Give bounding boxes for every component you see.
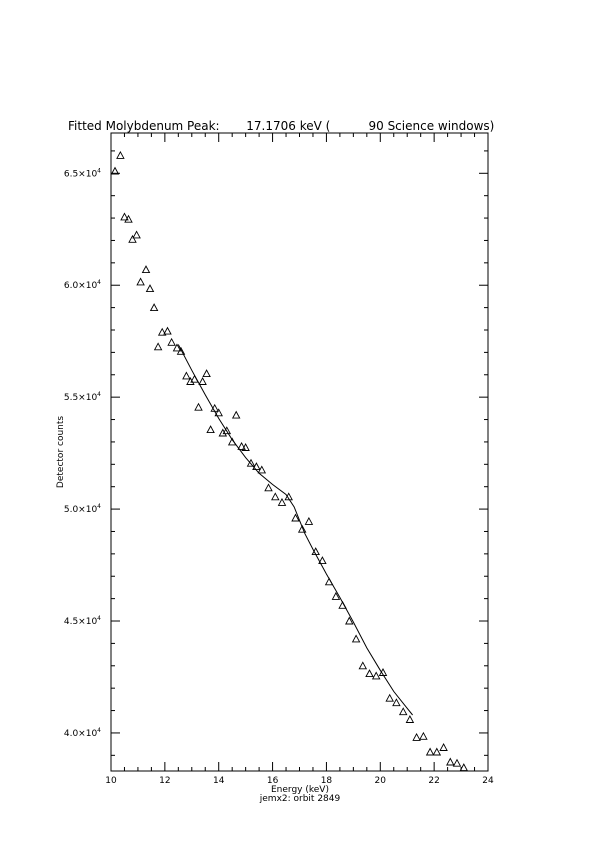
data-point-triangle [117, 152, 124, 159]
data-point-triangle [155, 343, 162, 350]
data-point-triangle [151, 304, 158, 311]
y-tick-label: $5.0\times 10^4$ [63, 503, 101, 516]
data-point-triangle [203, 370, 210, 377]
data-point-triangle [129, 236, 136, 243]
data-point-triangle [373, 672, 380, 679]
data-point-triangle [353, 635, 360, 642]
x-tick-label: 22 [428, 776, 440, 786]
data-point-triangle [183, 372, 190, 379]
data-point-triangle [400, 708, 407, 715]
data-point-triangle [147, 285, 154, 292]
y-tick-label: $6.0\times 10^4$ [63, 279, 101, 292]
y-tick-label: $6.5\times 10^4$ [63, 167, 101, 180]
data-point-triangle [137, 278, 144, 285]
data-point-triangle [440, 744, 447, 751]
x-tick-label: 10 [105, 776, 117, 786]
data-point-triangle [168, 339, 175, 346]
data-point-triangle [207, 426, 214, 433]
data-point-triangle [195, 404, 202, 411]
x-tick-label: 24 [482, 776, 494, 786]
data-point-triangle [454, 760, 461, 767]
data-point-triangle [447, 759, 454, 766]
data-point-triangle [359, 662, 366, 669]
plot-frame [111, 133, 488, 771]
x-axis [105, 133, 494, 786]
x-tick-label: 18 [320, 776, 333, 786]
x-tick-label: 20 [374, 776, 387, 786]
data-point-triangle [233, 412, 240, 419]
data-point-triangle [305, 518, 312, 525]
data-point-triangle [413, 734, 420, 741]
y-axis [64, 151, 488, 755]
x-tick-label: 16 [266, 776, 279, 786]
data-points-layer [112, 152, 468, 771]
x-tick-label: 12 [159, 776, 171, 786]
x-axis-sublabel: jemx2: orbit 2849 [259, 794, 341, 804]
data-point-triangle [433, 749, 440, 756]
data-point-triangle [393, 699, 400, 706]
fit-curve [178, 345, 412, 716]
data-point-triangle [420, 733, 427, 740]
data-point-triangle [366, 670, 373, 677]
data-point-triangle [133, 231, 140, 238]
data-point-triangle [386, 695, 393, 702]
data-point-triangle [279, 499, 286, 506]
data-point-triangle [199, 378, 206, 385]
data-point-triangle [272, 493, 279, 500]
fit-curve-layer [178, 345, 412, 716]
x-axis-label: Energy (keV) [271, 785, 329, 795]
x-tick-label: 14 [212, 776, 225, 786]
y-tick-label: $4.0\times 10^4$ [63, 726, 101, 739]
data-point-triangle [265, 484, 272, 491]
chart-title: Fitted Molybdenum Peak: 17.1706 keV ( 90 Science windows) [68, 119, 495, 133]
data-point-triangle [143, 266, 150, 273]
y-axis-label: Detector counts [56, 415, 66, 489]
y-tick-label: $4.5\times 10^4$ [63, 615, 101, 628]
data-point-triangle [406, 716, 413, 723]
data-point-triangle [427, 749, 434, 756]
y-tick-label: $5.5\times 10^4$ [63, 391, 101, 404]
